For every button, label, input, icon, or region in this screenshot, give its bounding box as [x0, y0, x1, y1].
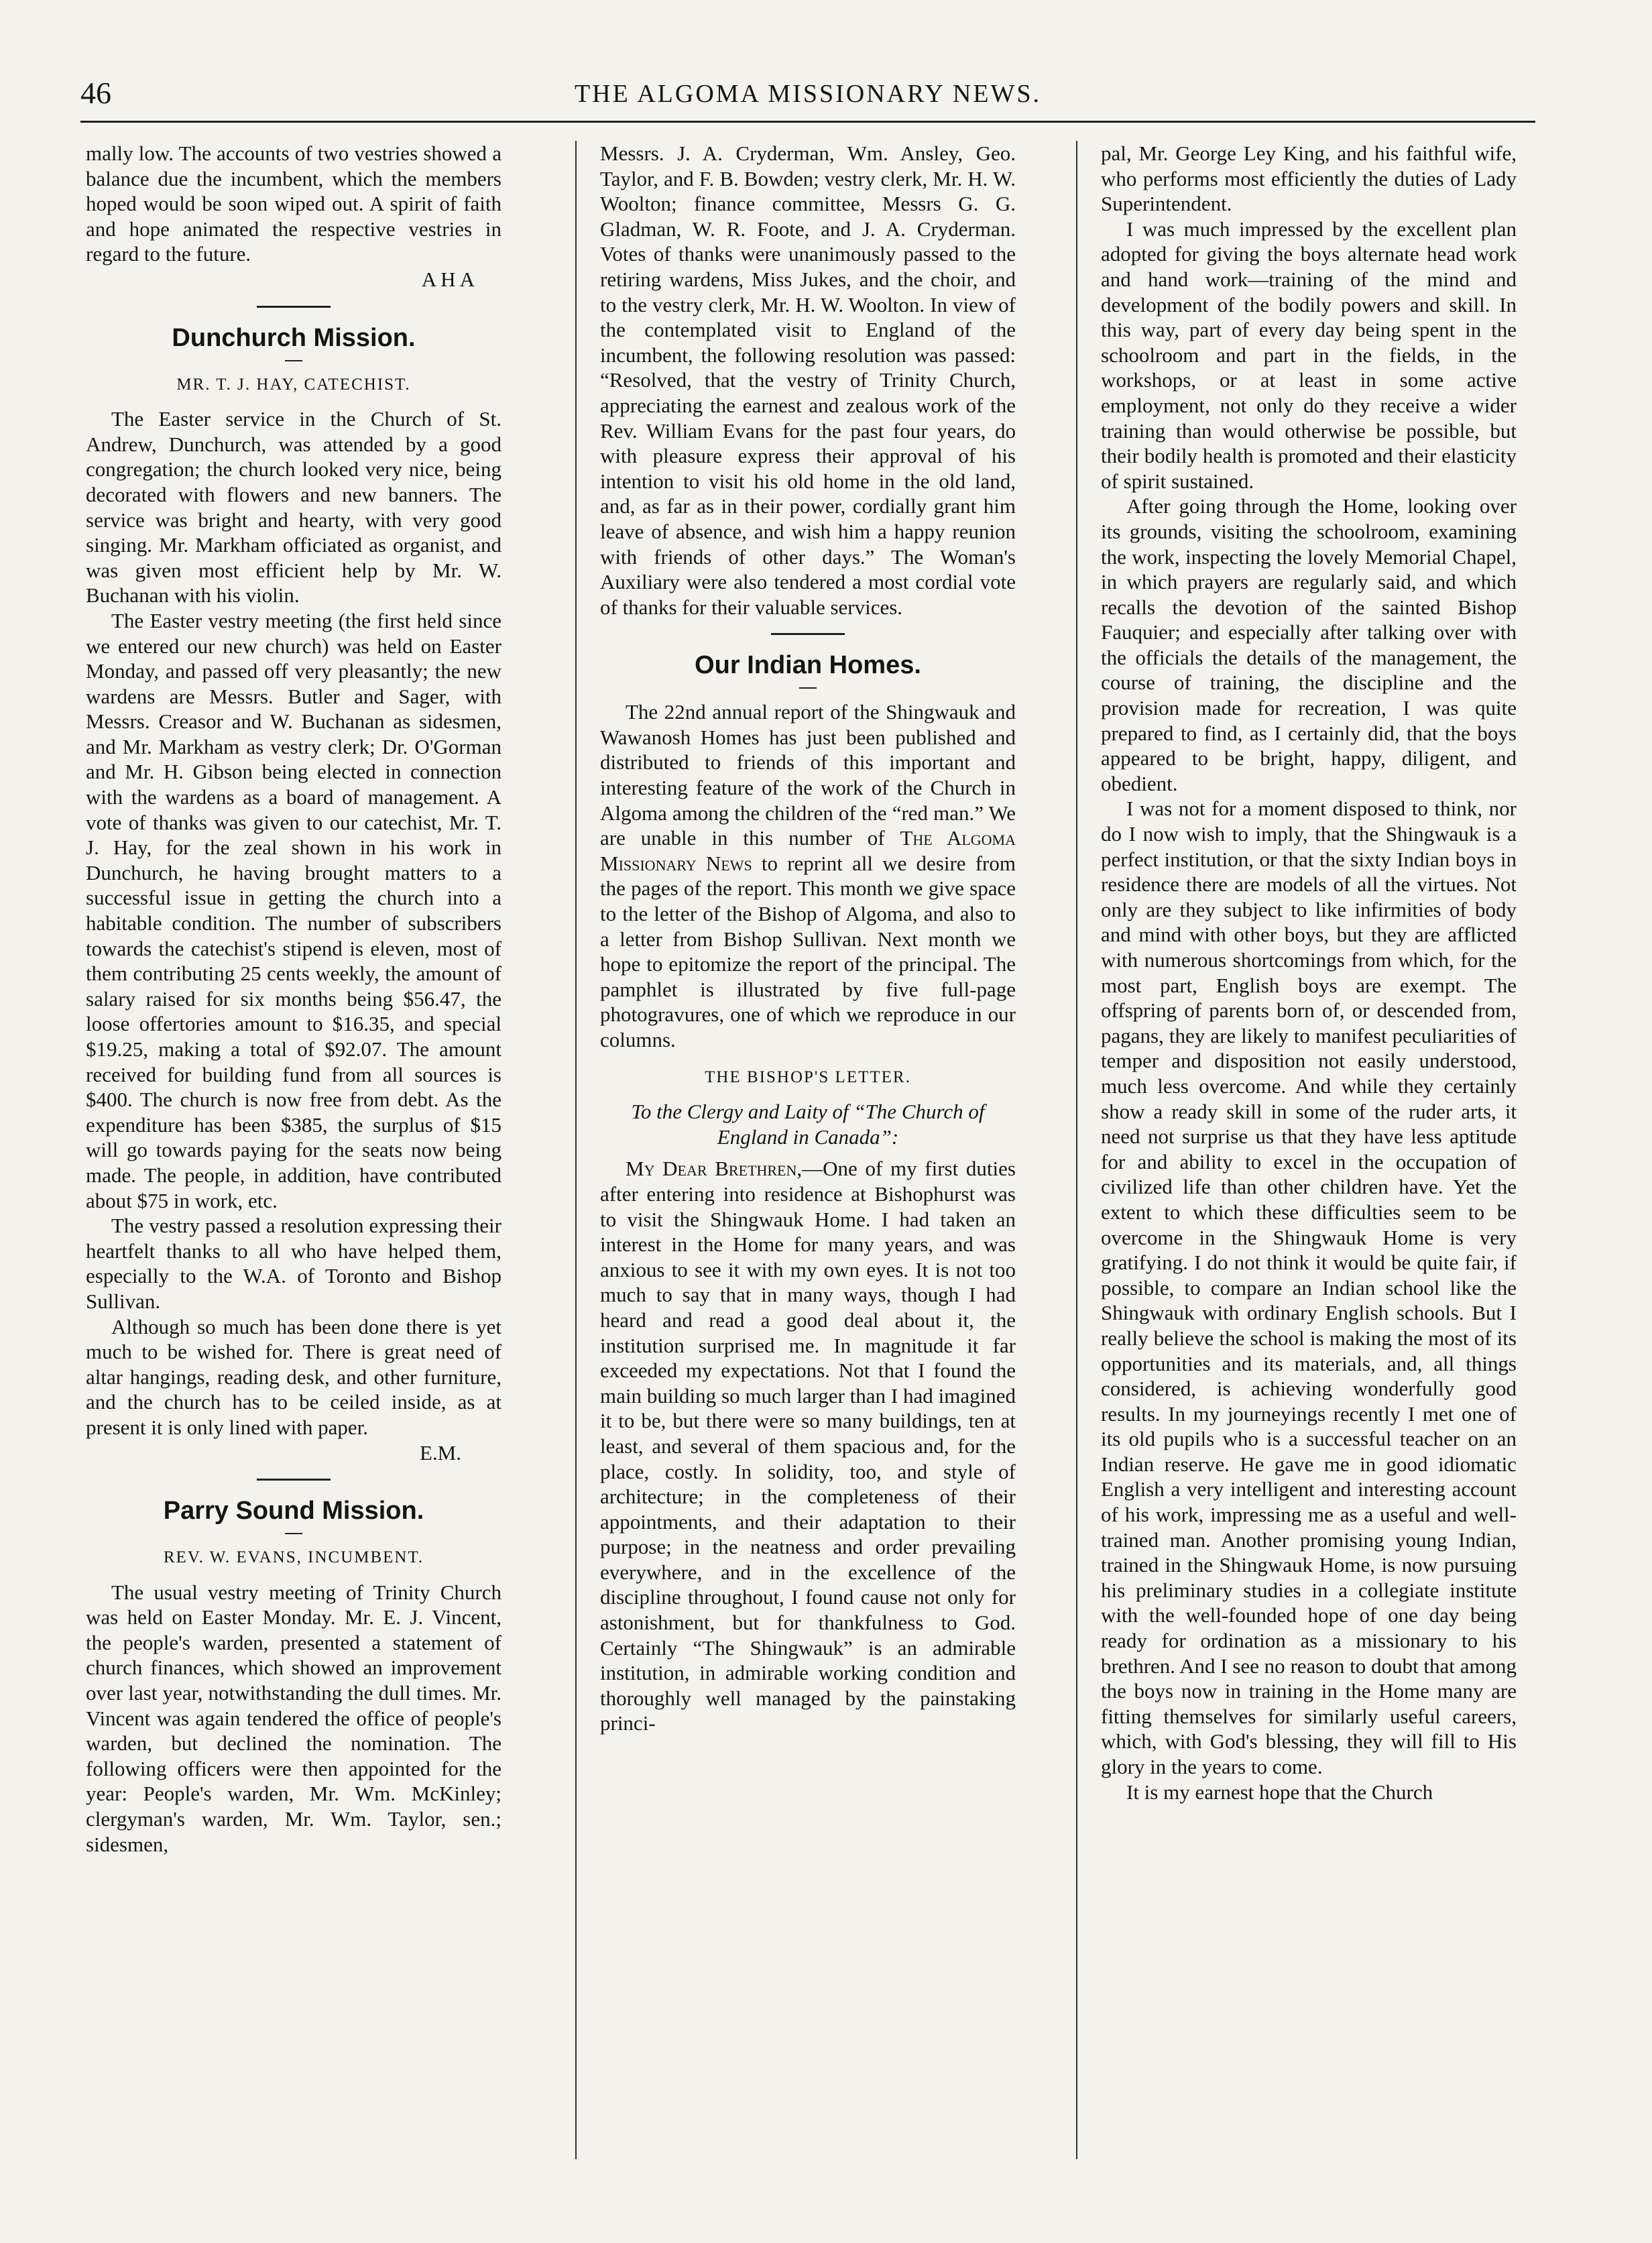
signature: E.M. — [420, 1440, 461, 1464]
paragraph: The Easter service in the Church of St. Andrew, Dunchurch, was attended by a good congregation; the church looked very nice, being decorated with flowers and new banners. The service was bright and hearty, with very good singing. Mr. Markham officiated as organist, and was given most efficient help by Mr. W. Buchanan with his violin. — [86, 407, 501, 608]
paragraph-text: —One of my first duties after entering into residence at Bishophurst was to visit the Shingwauk Home. I had taken an interest in the Home for many years, and was anxious to see it with my own eyes. It is not too much to say that in many ways, though I had heard and read a good deal about it, the institution surprised me. In magnitude it far exceeded my expectations. Not that I found the main building so much larger than I had imagined it to be, but there were so many buildings, ten at least, and several of them spacious and, for the place, costly. In solidity, too, and style of architecture; in the completeness of their appointments, and their adaptation to their purpose; in the neatness and order prevailing everywhere, and in the excellence of the discipline throughout, I found cause not only for astonishment, but for thankfulness to God. Certainly “The Shingwauk” is an admirable institution, in admirable working condition and thoroughly well managed by the painstaking princi- — [600, 1157, 1016, 1735]
heading-dash — [799, 687, 817, 689]
column-2 — [600, 141, 1016, 2179]
paragraph — [86, 1314, 501, 1440]
paragraph — [600, 699, 1016, 1052]
letter-salutation: To the Clergy and Laity of “The Church of England in Canada”: — [631, 1100, 985, 1149]
paragraph-text: The 22nd annual report of the Shingwauk and Wawanosh Homes has just been published and distributed to friends of this important and interesting feature of the work of the Church in Algoma among the children of the “red man.” We are unable in this number of — [600, 700, 1016, 850]
signature-line — [86, 267, 501, 292]
section-separator — [771, 633, 845, 635]
page-number: 46 — [80, 76, 111, 110]
paragraph: The Easter vestry meeting (the first held since we entered our new church) was held on Easter Monday, and passed off very pleasantly; the new wardens are Messrs. Butler and Sager, with Messrs. Creasor and W. Buchanan as sidesmen, and Mr. Markham as vestry clerk; Dr. O'Gorman and Mr. H. Gibson being elected in connection with the wardens as a board of management. A vote of thanks was given to our catechist, Mr. T. J. Hay, for the zeal shown in his work in Dunchurch, he having brought matters to a successful issue in getting the church into a habitable condition. The number of subscribers towards the catechist's stipend is eleven, most of them contributing 25 cents weekly, the amount of salary raised for six months being $56.47, the loose offertories amount to $16.35, and special $19.25, making a total of $92.07. The amount received for building fund from all sources is $400. The church is now free from debt. As the expenditure has been $385, the surplus of $15 will go towards paying for the seats now being made. The people, in addition, have contributed about $75 in work, etc. — [86, 608, 501, 1212]
paragraph: pal, Mr. George Ley King, and his faithful wife, who performs most efficiently the duties of Lady Superintendent. — [1101, 141, 1517, 216]
section-heading: Our Indian Homes. — [695, 651, 921, 680]
page-header — [80, 75, 1535, 115]
paragraph-text: to reprint all we desire from the pages of the report. This month we give space to the letter of the Bishop of Algoma, and also to a letter from Bishop Sullivan. Next month we hope to epitomize the report of the principal. The pamphlet is illustrated by five full-page photogravures, one of which we reproduce in our columns. — [600, 851, 1016, 1051]
paragraph: The usual vestry meeting of Trinity Church was held on Easter Monday. Mr. E. J. Vincent, the people's warden, presented a statement of church finances, which showed an improvement over last year, notwithstanding the dull times. Mr. Vincent was again tendered the office of people's warden, but declined the nomination. The following officers were then appointed for the year: People's warden, Mr. Wm. McKinley; clergyman's warden, Mr. Wm. Taylor, sen.; sidesmen, — [86, 1580, 501, 1856]
publication-name: The Algoma Missionary News — [600, 826, 1016, 875]
paragraph: I was much impressed by the excellent plan adopted for giving the boys alternate head work and hand work—training of the mind and development of the bodily powers and skill. In this way, part of every day being spent in the schoolroom and part in the fields, in the workshops, or at least in some active employment, not only do they receive a wider training than would otherwise be possible, but their bodily health is promoted and their elasticity of spirit sustained. — [1101, 217, 1517, 493]
letter-heading: THE BISHOP'S LETTER. — [705, 1068, 911, 1086]
section-subheading: MR. T. J. HAY, CATECHIST. — [176, 375, 411, 394]
paragraph: The vestry passed a resolution expressing their heartfelt thanks to all who have helped them, especially to the W.A. of Toronto and Bishop Sullivan. — [86, 1214, 501, 1313]
running-title: THE ALGOMA MISSIONARY NEWS. — [574, 80, 1042, 108]
paragraph-text: Although so much has been done there is yet much to be wished for. There is great need of altar hangings, reading desk, and other furniture, and the church has to be ceiled inside, as at present it is only lined with paper. — [86, 1314, 501, 1439]
article-continuation — [86, 141, 501, 267]
paragraph: It is my earnest hope that the Church — [1126, 1780, 1433, 1804]
letter-greeting: My Dear Brethren, — [626, 1157, 803, 1181]
paragraph: Messrs. J. A. Cryderman, Wm. Ansley, Geo. Taylor, and F. B. Bowden; vestry clerk, Mr. H. W. Woolton; finance committee, Messrs G. G. Gladman, W. R. Foote, and J. A. Cryderman. Votes of thanks were unanimously passed to the retiring wardens, Miss Jukes, and the choir, and to the vestry clerk, Mr. H. W. Woolton. In view of the contemplated visit to England of the incumbent, the following resolution was passed: “Resolved, that the vestry of Trinity Church, appreciating the earnest and zealous work of the Rev. William Evans for the past four years, do with pleasure express their approval of his intention to visit his old home in the old land, and, as far as in their power, cordially grant him leave of absence, and wish him a happy reunion with friends of other days.” The Woman's Auxiliary were also tendered a most cordial vote of thanks for their valuable services. — [600, 141, 1016, 619]
paragraph: I was not for a moment disposed to think, nor do I now wish to imply, that the Shingwauk is a perfect institution, or that the sixty Indian boys in residence there are models of all the virtues. Not only are they subject to like infirmities of body and mind with other boys, but they are afflicted with numerous shortcomings from which, for the most part, English boys are exempt. The offspring of parents born of, or descended from, pagans, they are likely to manifest peculiarities of temper and disposition not easily understood, much less overcome. And while they certainly show a ready skill in some of the ruder arts, it need not surprise us that they have less aptitude for and ability to excel in the occupation of civilized life than other children have. Yet the extent to which these difficulties seem to be overcome in the Shingwauk Home is very gratifying. I do not think it would be quite fair, if possible, to compare an Indian school like the Shingwauk with ordinary English schools. But I really believe the school is making the most of its opportunities and its materials, and, all things considered, is achieving wonderfully good results. In my journeyings recently I met one of its old pupils who is a successful teacher on an Indian reserve. He gave me in good idiomatic English a very intelligent and interesting account of his work, impressing me as a useful and well-trained man. Another promising young Indian, trained in the Shingwauk Home, is now pursuing his preliminary studies in a collegiate institute with the well-founded hope of one day being ready for ordination as a missionary to his brethren. And I see no reason to doubt that among the boys now in training in the Home many are fitting themselves for similarly useful careers, which, with God's blessing, they will fill to His glory in the years to come. — [1101, 797, 1517, 1778]
heading-dash — [285, 360, 302, 361]
section-separator — [257, 1479, 331, 1481]
paragraph-text: mally low. The accounts of two vestries showed a balance due the incumbent, which the members hoped would be soon wiped out. A spirit of faith and hope animated the respective vestries in regard to the future. — [86, 141, 501, 266]
column-divider — [575, 141, 577, 2159]
paragraph: After going through the Home, looking over its grounds, visiting the schoolroom, examining the work, inspecting the lovely Memorial Chapel, in which prayers are regularly said, and which recalls the devotion of the sainted Bishop Fauquier; and especially after talking over with the officials the details of the management, the course of training, the discipline and the provision made for recreation, I was quite prepared to find, as I certainly did, that the boys appeared to be bright, happy, diligent, and obedient. — [1101, 494, 1517, 795]
column-3 — [1101, 141, 1517, 2179]
section-heading: Parry Sound Mission. — [163, 1497, 424, 1526]
heading-dash — [285, 1533, 302, 1534]
paragraph — [600, 1156, 1016, 1736]
section-heading: Dunchurch Mission. — [172, 323, 416, 352]
signature-line — [86, 1440, 501, 1466]
signature: A H A — [421, 267, 475, 291]
column-1 — [86, 141, 501, 2179]
column-divider — [1076, 141, 1077, 2159]
section-subheading: REV. W. EVANS, INCUMBENT. — [163, 1548, 424, 1567]
section-separator — [257, 306, 331, 308]
header-rule — [80, 121, 1535, 123]
